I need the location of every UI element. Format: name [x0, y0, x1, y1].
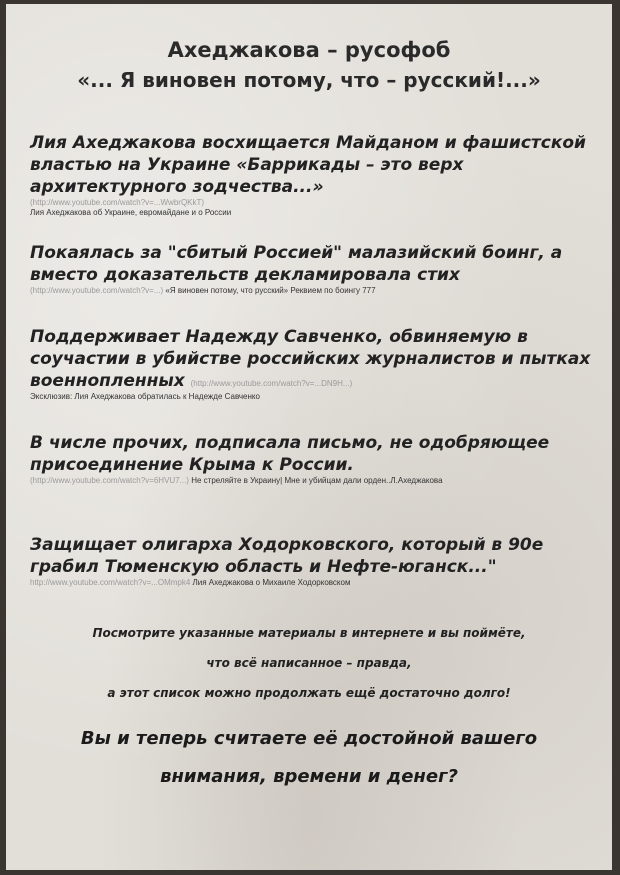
item-url: (http://www.youtube.com/watch?v=...DN9H...): [190, 379, 353, 388]
item-text: Покаялась за "сбитый Россией" малазийский боинг, а вместо доказательств декламировала стих: [30, 243, 563, 285]
item-text: Защищает олигарха Ходорковского, который в 90е грабил Тюменскую область и Нефте-юганск...": [30, 535, 544, 577]
closing-line: Посмотрите указанные материалы в интернете и вы поймёте,: [92, 626, 526, 640]
item-source: [30, 476, 600, 486]
closing-line: а этот список можно продолжать ещё достаточно долго!: [107, 686, 511, 700]
item-text: [30, 326, 600, 392]
list-item: [30, 534, 600, 588]
item-caption: Лия Ахеджакова о Михаиле Ходорковском: [192, 578, 351, 587]
item-caption: Эксклюзив: Лия Ахеджакова обратилась к Надежде Савченко: [30, 392, 260, 401]
item-text: В числе прочих, подписала письмо, не одобряющее присоединение Крыма к России.: [30, 433, 550, 475]
item-url: (http://www.youtube.com/watch?v=...): [30, 286, 164, 295]
list-item: [30, 242, 600, 296]
item-caption: Лия Ахеджакова об Украине, евромайдане и о России: [30, 208, 232, 217]
list-item: [30, 326, 600, 402]
closing-line: что всё написанное – правда,: [206, 656, 412, 670]
item-source: [30, 578, 600, 588]
item-source: [30, 286, 600, 296]
item-text: Лия Ахеджакова восхищается Майданом и фашистской властью на Украине «Баррикады – это верх архитектурного зодчества...»: [30, 133, 586, 197]
list-item: [30, 132, 600, 218]
final-question: Вы и теперь считаете её достойной вашего: [80, 728, 538, 749]
leaflet-subtitle-quote: «... Я виновен потому, что – русский!...»: [77, 68, 541, 92]
item-source: [30, 198, 600, 208]
item-caption: Не стреляйте в Украину| Мне и убийцам дали орден..Л.Ахеджакова: [191, 476, 443, 485]
item-url: http://www.youtube.com/watch?v=...OMmpk4: [30, 578, 191, 587]
item-url: (http://www.youtube.com/watch?v=...WwbrQKkT): [30, 198, 205, 207]
item-url: (http://www.youtube.com/watch?v=6HVU7...): [30, 476, 189, 485]
item-text-content: Поддерживает Надежду Савченко, обвиняемую в соучастии в убийстве российских журналистов и пытках военнопленных: [30, 327, 591, 391]
list-item: [30, 432, 600, 486]
leaflet-title: Ахеджакова – русофоб: [167, 38, 451, 62]
item-caption: «Я виновен потому, что русский» Реквием по боингу 777: [165, 286, 376, 295]
final-question-end: внимания, времени и денег?: [160, 766, 458, 787]
leaflet-sheet: [6, 4, 612, 870]
